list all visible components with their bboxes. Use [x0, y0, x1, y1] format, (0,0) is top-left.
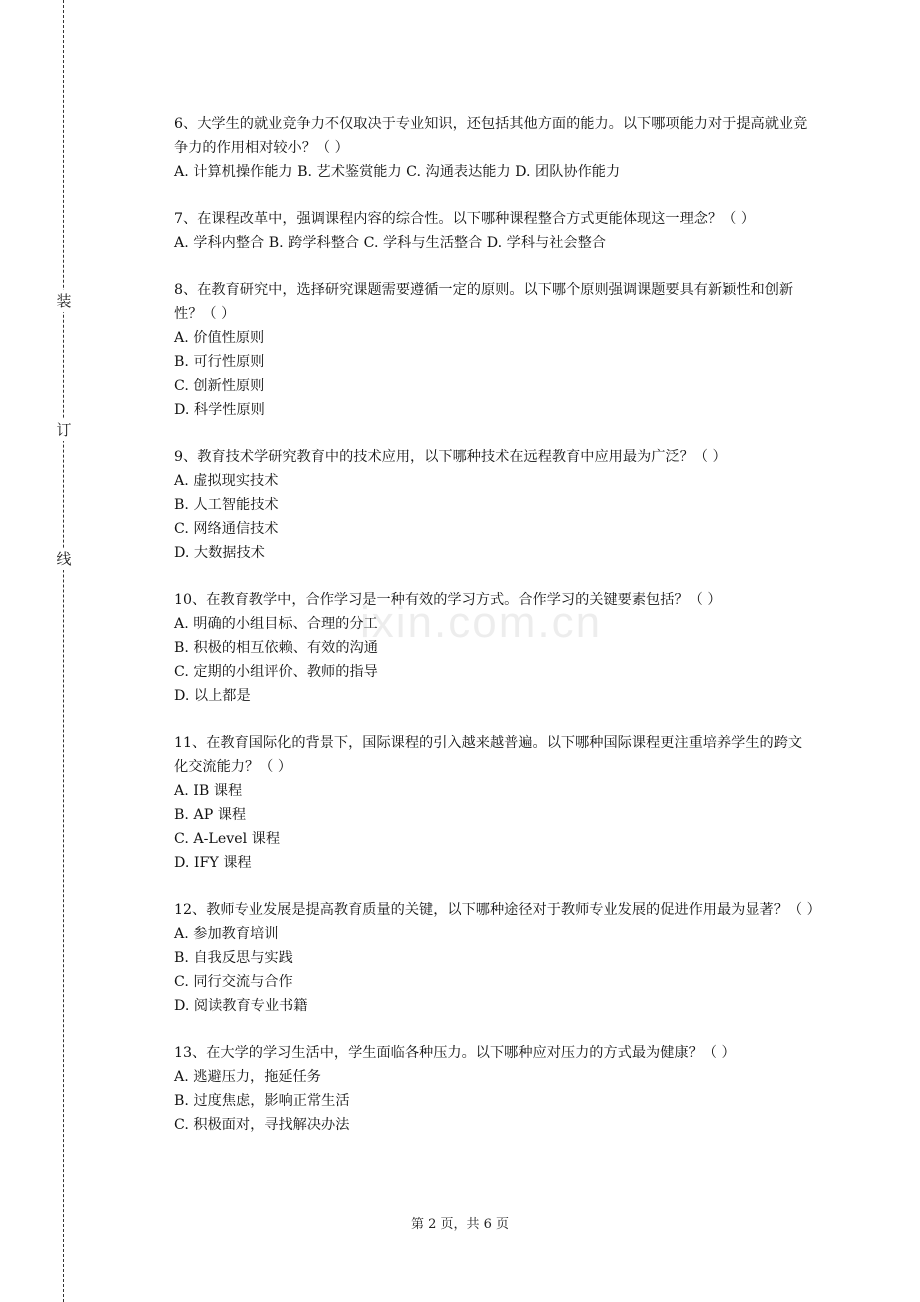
question-option: D. 阅读教育专业书籍 [174, 998, 308, 1014]
question-10 [174, 588, 814, 708]
question-option: A. 计算机操作能力 B. 艺术鉴赏能力 C. 沟通表达能力 D. 团队协作能力 [174, 164, 621, 180]
question-option: B. 人工智能技术 [174, 497, 279, 513]
question-9 [174, 445, 814, 565]
question-option: D. 以上都是 [174, 688, 251, 704]
question-stem: 12、教师专业发展是提高教育质量的关键，以下哪种途径对于教师专业发展的促进作用最为显著？（ ） [174, 902, 821, 918]
page-number: 第 2 页，共 6 页 [410, 1217, 510, 1232]
question-option: A. 虚拟现实技术 [174, 473, 279, 489]
question-option: B. 可行性原则 [174, 354, 265, 370]
binding-char-xian: 线 [54, 548, 74, 570]
binding-char-zhuang: 装 [54, 290, 74, 312]
question-stem: 9、教育技术学研究教育中的技术应用，以下哪种技术在远程教育中应用最为广泛？（ ） [174, 449, 727, 465]
question-option: C. 积极面对，寻找解决办法 [174, 1117, 350, 1133]
question-stem: 11、在教育国际化的背景下，国际课程的引入越来越普遍。以下哪种国际课程更注重培养学生的跨文化交流能力？（ ） [174, 735, 803, 775]
question-option: B. AP 课程 [174, 807, 247, 823]
question-option: B. 积极的相互依赖、有效的沟通 [174, 640, 378, 656]
question-option: C. 网络通信技术 [174, 521, 279, 537]
question-list [174, 112, 821, 1160]
question-13 [174, 1041, 814, 1137]
question-option: C. 创新性原则 [174, 378, 265, 394]
question-7 [174, 207, 814, 255]
question-option: C. 同行交流与合作 [174, 974, 293, 990]
question-option: A. 逃避压力，拖延任务 [174, 1069, 321, 1085]
question-option: D. 科学性原则 [174, 402, 265, 418]
question-stem: 6、大学生的就业竞争力不仅取决于专业知识，还包括其他方面的能力。以下哪项能力对于提高就业竞争力的作用相对较小？（ ） [174, 116, 808, 156]
question-option: A. 学科内整合 B. 跨学科整合 C. 学科与生活整合 D. 学科与社会整合 [174, 235, 606, 251]
watermark: ixin.com.cn [360, 598, 603, 647]
question-option: A. IB 课程 [174, 783, 243, 799]
question-option: A. 价值性原则 [174, 330, 265, 346]
question-8 [174, 278, 814, 422]
question-option: D. IFY 课程 [174, 855, 252, 871]
question-stem: 7、在课程改革中，强调课程内容的综合性。以下哪种课程整合方式更能体现这一理念？（ ） [174, 211, 756, 227]
binding-dashed-line [63, 0, 64, 1302]
question-option: C. A-Level 课程 [174, 831, 281, 847]
question-12 [174, 898, 821, 1018]
question-stem: 8、在教育研究中，选择研究课题需要遵循一定的原则。以下哪个原则强调课题要具有新颖性和创新性？（ ） [174, 282, 794, 322]
question-stem: 10、在教育教学中，合作学习是一种有效的学习方式。合作学习的关键要素包括？（ ） [174, 592, 722, 608]
question-option: B. 自我反思与实践 [174, 950, 293, 966]
question-11 [174, 731, 814, 875]
question-6 [174, 112, 814, 184]
question-option: B. 过度焦虑，影响正常生活 [174, 1093, 350, 1109]
question-stem: 13、在大学的学习生活中，学生面临各种压力。以下哪种应对压力的方式最为健康？（ ） [174, 1045, 736, 1061]
question-option: C. 定期的小组评价、教师的指导 [174, 664, 378, 680]
question-option: A. 参加教育培训 [174, 926, 279, 942]
question-option: A. 明确的小组目标、合理的分工 [174, 616, 378, 632]
binding-char-ding: 订 [54, 419, 74, 441]
question-option: D. 大数据技术 [174, 545, 265, 561]
